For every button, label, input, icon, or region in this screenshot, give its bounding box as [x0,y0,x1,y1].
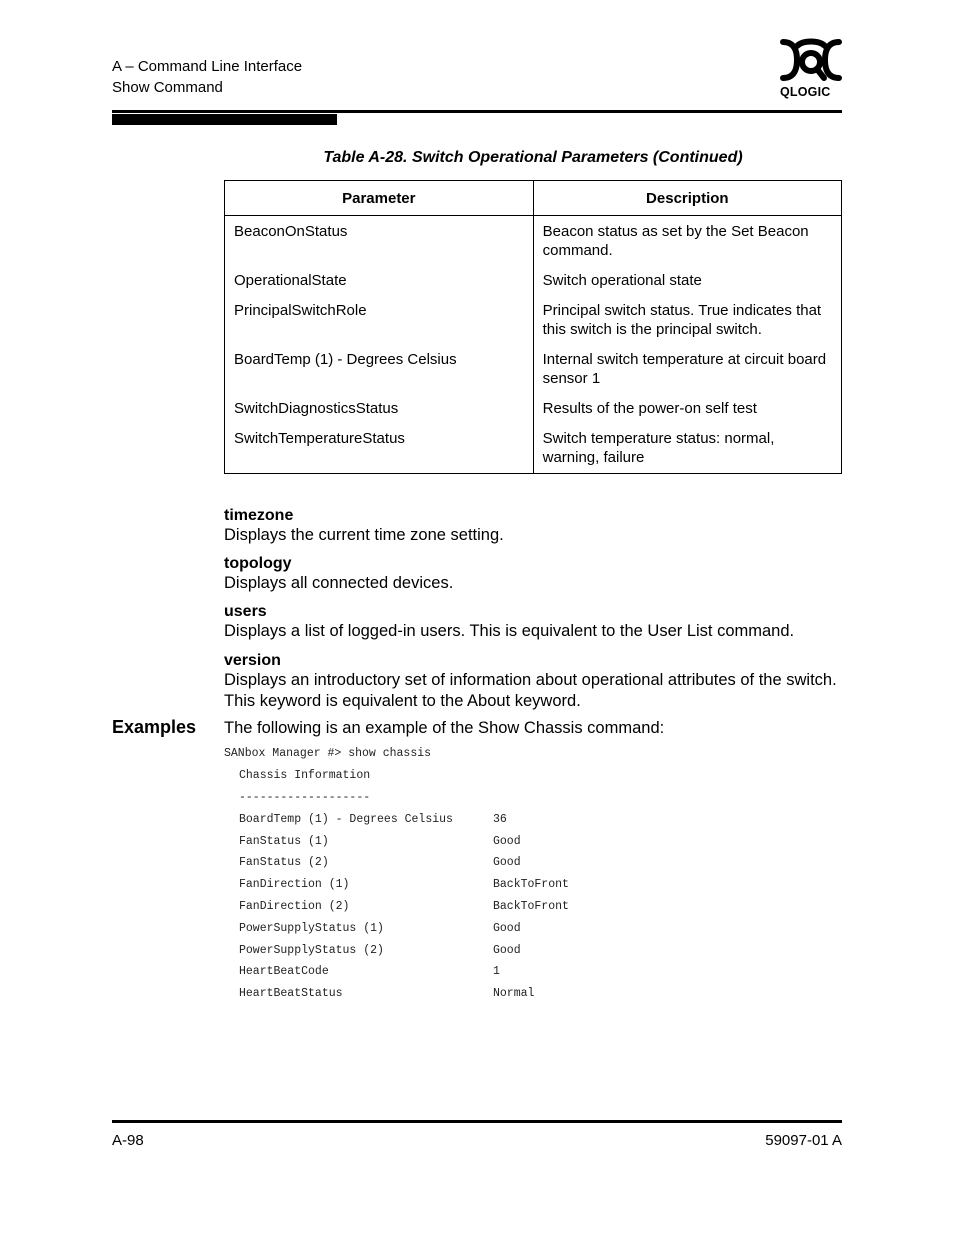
header-rule [112,110,842,113]
footer-rule [112,1120,842,1123]
header-chapter: A – Command Line Interface [112,58,303,75]
table-row [225,296,842,345]
keyword-title: timezone [224,507,294,524]
table-header-row [225,181,842,216]
code-value: 1 [493,965,500,978]
keyword-title: version [224,652,281,669]
keyword-version [224,651,842,711]
table-caption: Table A-28. Switch Operational Parameters (Continued) [323,149,743,166]
description-cell: Beacon status as set by the Set Beacon command. [533,216,841,267]
keyword-users [224,602,842,642]
code-value: Good [493,856,521,869]
code-key: HeartBeatCode [239,965,329,978]
parameter-cell: SwitchDiagnosticsStatus [225,394,534,424]
keyword-topology [224,554,842,594]
code-value: BackToFront [493,878,569,891]
document-id: 59097-01 A [765,1132,842,1149]
table-row [225,216,842,267]
parameter-cell: PrincipalSwitchRole [225,296,534,345]
table-row [225,266,842,296]
table-row [225,424,842,474]
code-key: FanDirection (1) [239,878,350,891]
column-header-description: Description [533,181,841,216]
code-key: PowerSupplyStatus (1) [239,922,384,935]
code-value: 36 [493,813,507,826]
code-value: Good [493,922,521,935]
code-key: FanStatus (1) [239,835,329,848]
parameter-cell: BeaconOnStatus [225,216,534,267]
code-key: FanStatus (2) [239,856,329,869]
description-cell: Internal switch temperature at circuit board sensor 1 [533,345,841,394]
code-key: HeartBeatStatus [239,987,343,1000]
header-section: Show Command [112,79,223,96]
code-section-title: Chassis Information [239,769,371,782]
code-key: BoardTemp (1) - Degrees Celsius [239,813,453,826]
code-value: Good [493,944,521,957]
description-cell: Results of the power-on self test [533,394,841,424]
page-number: A-98 [112,1132,144,1149]
keyword-description: Displays a list of logged-in users. This is equivalent to the User List command. [224,622,795,640]
code-value: Normal [493,987,535,1000]
keyword-description: Displays all connected devices. [224,574,454,592]
parameter-cell: BoardTemp (1) - Degrees Celsius [225,345,534,394]
qlogic-mark-icon [777,38,845,84]
examples-heading: Examples [112,717,197,737]
code-value: Good [493,835,521,848]
code-value: BackToFront [493,900,569,913]
keyword-title: users [224,603,267,620]
parameters-table [224,180,842,474]
keyword-description: Displays an introductory set of information about operational attributes of the switch. This keyword is equivalent to the About keyword. [224,671,837,710]
keyword-description: Displays the current time zone setting. [224,526,504,544]
logo-wordmark: QLOGIC [780,85,831,99]
table-row [225,345,842,394]
table-row [225,394,842,424]
code-separator: ------------------- [239,791,371,804]
description-cell: Principal switch status. True indicates that this switch is the principal switch. [533,296,841,345]
parameter-cell: OperationalState [225,266,534,296]
header-rule-bar [112,114,337,125]
parameter-cell: SwitchTemperatureStatus [225,424,534,474]
description-cell: Switch temperature status: normal, warning, failure [533,424,841,474]
examples-intro: The following is an example of the Show Chassis command: [224,719,665,737]
code-key: FanDirection (2) [239,900,350,913]
code-prompt: SANbox Manager #> show chassis [224,747,432,760]
description-cell: Switch operational state [533,266,841,296]
code-key: PowerSupplyStatus (2) [239,944,384,957]
keyword-title: topology [224,555,292,572]
keyword-timezone [224,506,842,546]
column-header-parameter: Parameter [225,181,534,216]
